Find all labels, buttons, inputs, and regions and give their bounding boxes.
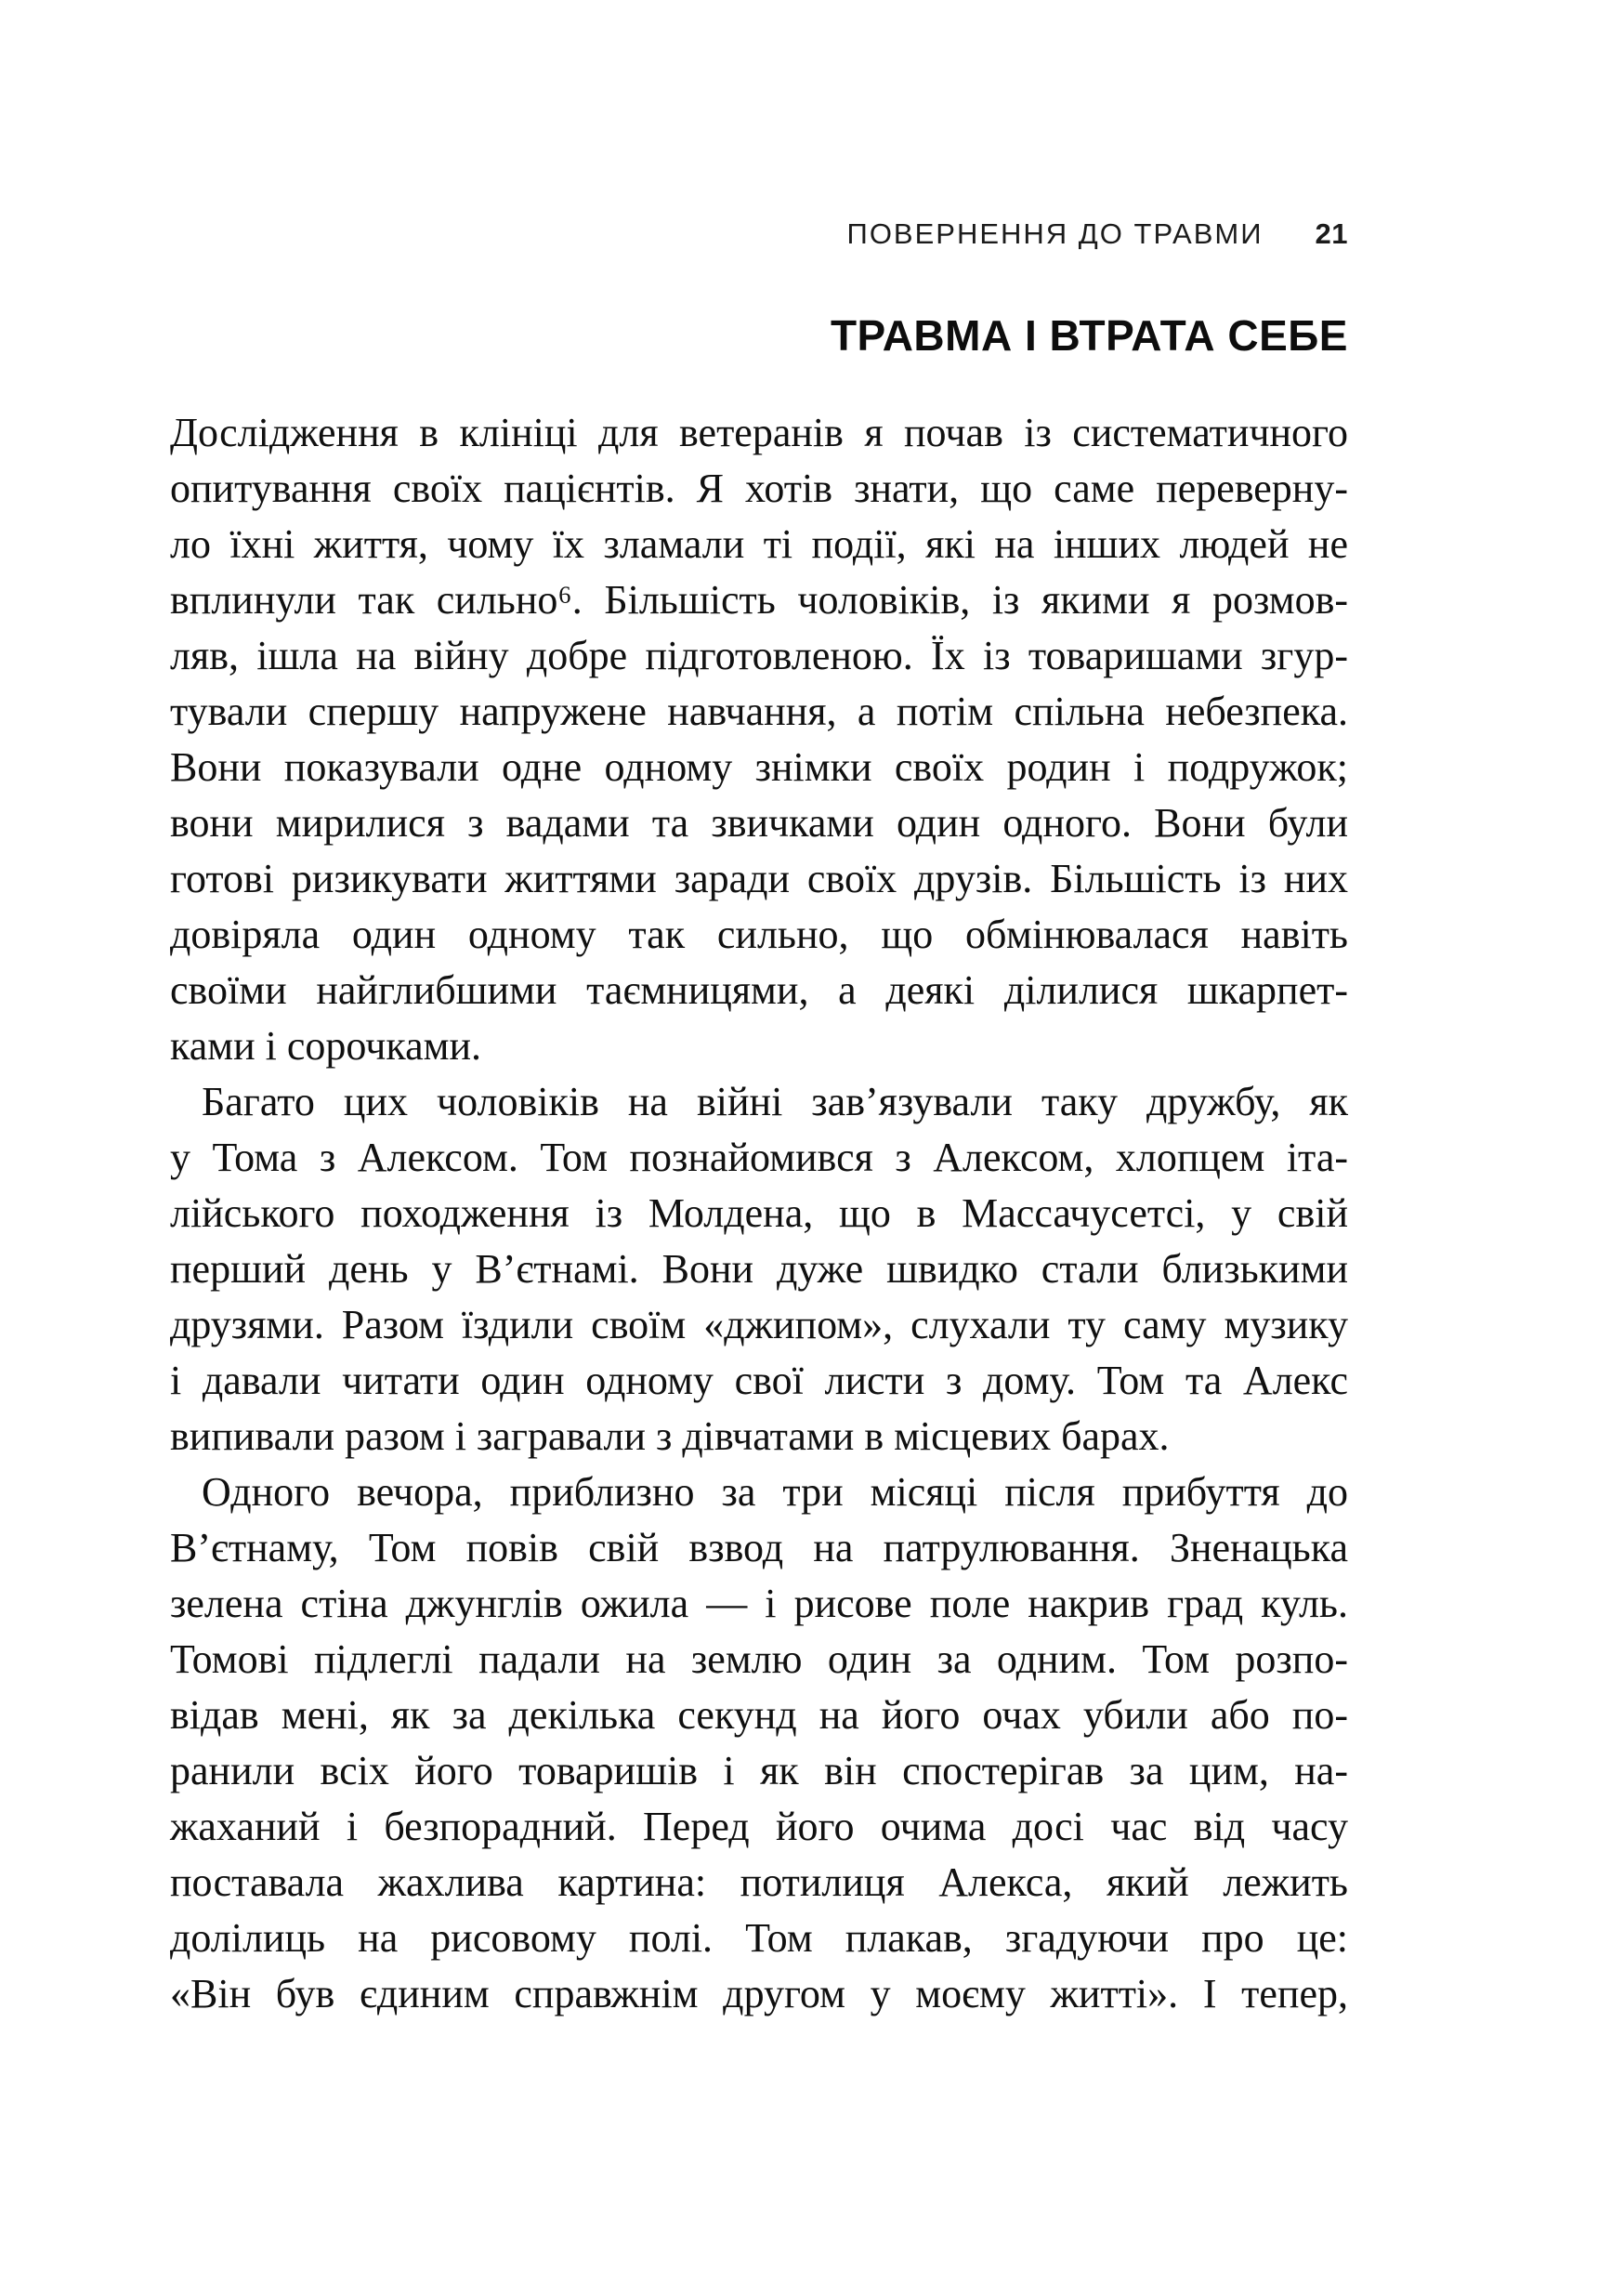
- paragraph: [170, 1074, 1348, 1464]
- text-line: опитування своїх пацієнтів. Я хотів знати, що саме переверну-: [170, 466, 1348, 511]
- text-line: зелена стіна джунглів ожила — і рисове поле накрив град куль.: [170, 1581, 1348, 1626]
- text-line: Вони показували одне одному знімки своїх родин і подружок;: [170, 744, 1348, 790]
- text-line: довіряла один одному так сильно, що обмінювалася навіть: [170, 912, 1348, 957]
- text-line: відав мені, як за декілька секунд на його очах убили або по-: [170, 1692, 1348, 1738]
- text-line: перший день у В’єтнамі. Вони дуже швидко стали близькими: [170, 1246, 1348, 1292]
- section-heading: ТРАВМА І ВТРАТА СЕБЕ: [830, 311, 1348, 360]
- text-line: готові ризикувати життями заради своїх друзів. Більшість із них: [170, 856, 1348, 901]
- running-title: ПОВЕРНЕННЯ ДО ТРАВМИ: [846, 217, 1264, 250]
- text-line: у Тома з Алексом. Том познайомився з Алексом, хлопцем іта-: [170, 1135, 1348, 1180]
- text-line: своїми найглибшими таємницями, а деякі ділилися шкарпет-: [170, 967, 1348, 1013]
- text-line: поставала жахлива картина: потилиця Алекса, який лежить: [170, 1859, 1348, 1905]
- text-line: В’єтнаму, Том повів свій взвод на патрулювання. Зненацька: [170, 1525, 1348, 1570]
- text-line: Томові підлеглі падали на землю один за одним. Том розпо-: [170, 1636, 1348, 1682]
- paragraph: [170, 1464, 1348, 2022]
- text-line: вони мирилися з вадами та звичками один одного. Вони були: [170, 800, 1348, 846]
- page-header: [170, 219, 1348, 248]
- text-line: ляв, ішла на війну добре підготовленою. Їх із товаришами згур-: [170, 633, 1348, 678]
- page-number: 21: [1315, 217, 1348, 250]
- text-line: жаханий і безпорадний. Перед його очима досі час від часу: [170, 1804, 1348, 1849]
- paragraph: [170, 405, 1348, 1074]
- text-line: долілиць на рисовому полі. Том плакав, згадуючи про це:: [170, 1915, 1348, 1961]
- text-line: лійського походження із Молдена, що в Массачусетсі, у свій: [170, 1190, 1348, 1236]
- text-line: випивали разом і загравали з дівчатами в місцевих барах.: [170, 1413, 1170, 1459]
- text-line: ранили всіх його товаришів і як він спостерігав за цим, на-: [170, 1748, 1348, 1793]
- text-line: «Він був єдиним справжнім другом у моєму житті». І тепер,: [170, 1971, 1348, 2016]
- text-line: вплинули так сильно⁶. Більшість чоловіків, із якими я розмов-: [170, 577, 1348, 623]
- text-line: тували спершу напружене навчання, а потім спільна небезпека.: [170, 689, 1348, 734]
- text-line: друзями. Разом їздили своїм «джипом», слухали ту саму музику: [170, 1302, 1348, 1347]
- text-line: Одного вечора, приблизно за три місяці після прибуття до: [202, 1469, 1348, 1515]
- body-text: [170, 405, 1348, 2022]
- text-line: Дослідження в клініці для ветеранів я почав із систематичного: [170, 410, 1348, 455]
- text-line: Багато цих чоловіків на війні зав’язували таку дружбу, як: [202, 1079, 1348, 1124]
- text-line: і давали читати один одному свої листи з дому. Том та Алекс: [170, 1358, 1348, 1403]
- text-line: ло їхні життя, чому їх зламали ті події, які на інших людей не: [170, 521, 1348, 567]
- text-line: ками і сорочками.: [170, 1023, 482, 1069]
